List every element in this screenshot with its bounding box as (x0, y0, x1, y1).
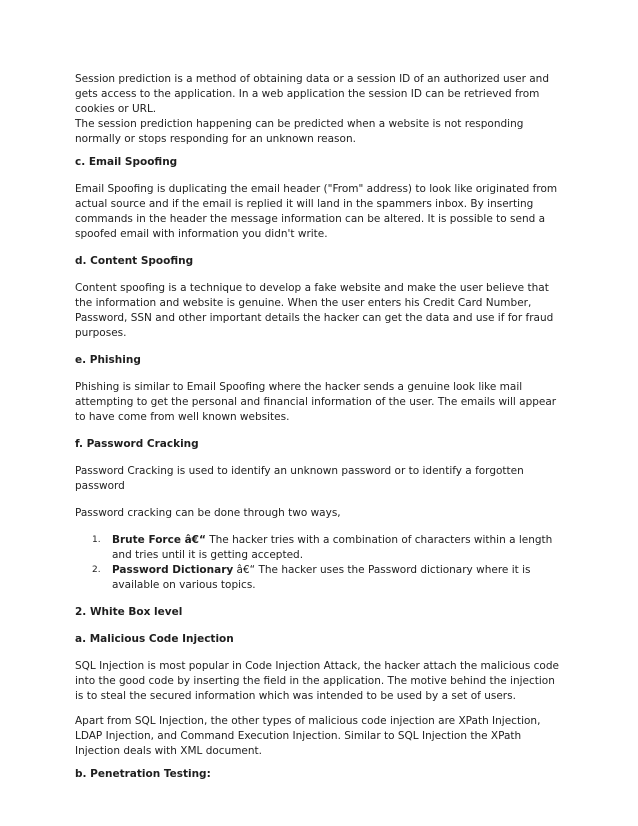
malicious-code-body-2: Apart from SQL Injection, the other types of malicious code injection are XPath Injection, LDAP Injection, and Command Execution Injection. Similar to SQL Injection the XPath Injection deals with XML document. (75, 715, 541, 757)
phishing-body: Phishing is similar to Email Spoofing where the hacker sends a genuine look like mail attempting to get the personal and financial information of the user. The emails will appear to have come from well known websites. (75, 381, 557, 423)
white-box-heading: 2. White Box level (75, 606, 183, 618)
list-item-term: Brute Force â€“ (112, 534, 206, 546)
email-spoofing-heading: c. Email Spoofing (75, 156, 178, 168)
malicious-code-heading: a. Malicious Code Injection (75, 633, 234, 645)
phishing-heading: e. Phishing (75, 354, 141, 366)
list-item (75, 533, 565, 563)
list-item-term: Password Dictionary (112, 564, 234, 576)
document-page (75, 72, 565, 782)
session-prediction-paragraph: Session prediction is a method of obtaining data or a session ID of an authorized user and gets access to the application. In a web application the session ID can be retrieved from cookies or URL. (75, 73, 549, 115)
password-cracking-body: Password Cracking is used to identify an unknown password or to identify a forgotten password (75, 465, 524, 492)
list-item-number: 2. (92, 565, 101, 575)
list-item-description: The hacker tries with a combination of characters within a length and tries until it is getting accepted. (112, 534, 553, 561)
email-spoofing-body: Email Spoofing is duplicating the email header ("From" address) to look like originated from actual source and if the email is replied it will land in the spammers inbox. By inserting commands in the header the message information can be altered. It is possible to send a spoofed email with information you didn't write. (75, 183, 558, 240)
malicious-code-body: SQL Injection is most popular in Code Injection Attack, the hacker attach the malicious code into the good code by inserting the field in the application. The motive behind the injection is to steal the secured information which was intended to be used by a set of users. (75, 660, 559, 702)
password-cracking-list (75, 533, 565, 593)
list-item (75, 563, 565, 593)
session-prediction-note: The session prediction happening can be predicted when a website is not responding normally or stops responding for an unknown reason. (75, 118, 524, 145)
content-spoofing-heading: d. Content Spoofing (75, 255, 194, 267)
content-spoofing-body: Content spoofing is a technique to develop a fake website and make the user believe that the information and website is genuine. When the user enters his Credit Card Number, Password, SSN and other important details the hacker can get the data and use if for fraud purposes. (75, 282, 554, 339)
penetration-testing-heading: b. Penetration Testing: (75, 768, 211, 780)
password-cracking-heading: f. Password Cracking (75, 438, 199, 450)
list-item-description: â€“ The hacker uses the Password dictionary where it is available on various topics. (112, 564, 531, 591)
list-item-number: 1. (92, 535, 101, 545)
password-cracking-intro: Password cracking can be done through two ways, (75, 507, 341, 519)
